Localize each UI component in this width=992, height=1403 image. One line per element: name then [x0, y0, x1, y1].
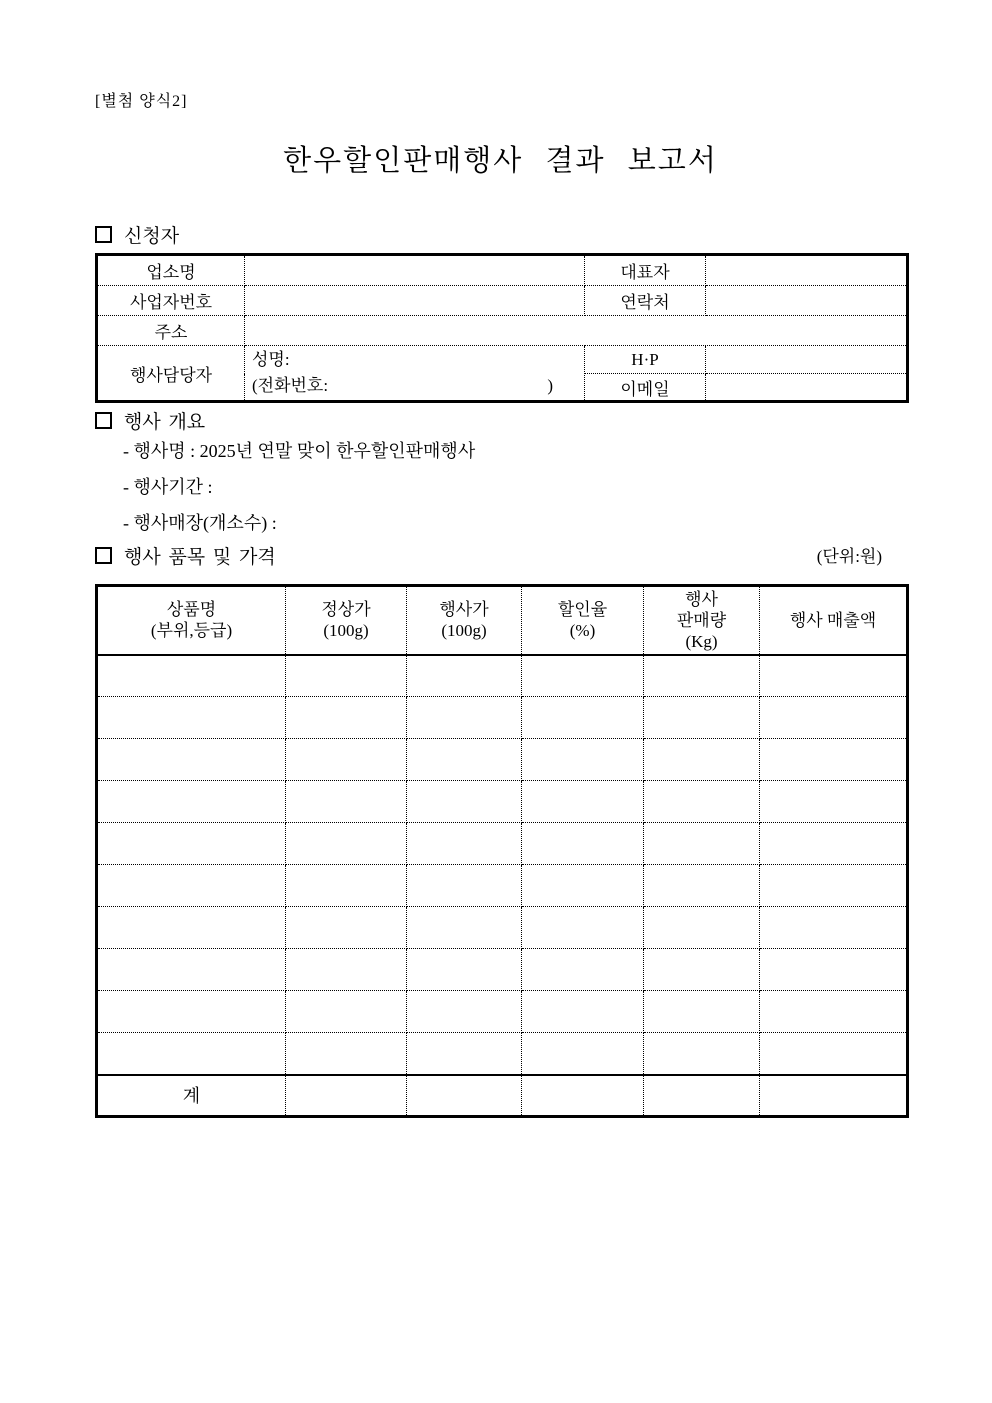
unit-note: (단위:원): [816, 547, 882, 566]
col-header-discount-rate: 할인율 (%): [522, 586, 644, 655]
item-cell[interactable]: [286, 907, 407, 949]
section-heading-overview-label: 행사 개요: [124, 412, 206, 433]
item-cell[interactable]: [522, 655, 644, 697]
applicant-table: [95, 253, 909, 403]
col-header-normal-price: 정상가 (100g): [286, 586, 407, 655]
item-cell[interactable]: [760, 991, 908, 1033]
item-cell[interactable]: [760, 949, 908, 991]
business-name-label: 업소명: [97, 255, 245, 286]
item-cell[interactable]: [97, 865, 286, 907]
item-cell[interactable]: [760, 781, 908, 823]
item-cell[interactable]: [97, 949, 286, 991]
item-cell[interactable]: [286, 865, 407, 907]
item-cell[interactable]: [760, 739, 908, 781]
manager-name-label: 성명:: [252, 350, 290, 369]
item-cell[interactable]: [286, 781, 407, 823]
item-cell[interactable]: [286, 655, 407, 697]
item-row: [97, 781, 908, 823]
section-heading-items-left: [95, 542, 276, 569]
email-field[interactable]: [706, 374, 908, 402]
item-cell[interactable]: [522, 697, 644, 739]
item-cell[interactable]: [644, 823, 760, 865]
total-cell[interactable]: [407, 1075, 522, 1117]
item-cell[interactable]: [760, 697, 908, 739]
item-cell[interactable]: [644, 865, 760, 907]
item-cell[interactable]: [97, 655, 286, 697]
col-header-sales-amount: 행사 매출액: [760, 586, 908, 655]
item-cell[interactable]: [407, 1033, 522, 1075]
section-heading-overview: [95, 407, 205, 434]
document-title: 한우할인판매행사 결과 보고서: [283, 145, 718, 177]
hp-label: H·P: [585, 346, 706, 374]
item-cell[interactable]: [522, 949, 644, 991]
business-name-field[interactable]: [245, 255, 585, 286]
item-cell[interactable]: [522, 823, 644, 865]
col-header-event-price: 행사가 (100g): [407, 586, 522, 655]
item-cell[interactable]: [522, 865, 644, 907]
item-row: [97, 865, 908, 907]
item-cell[interactable]: [644, 1033, 760, 1075]
total-cell[interactable]: [522, 1075, 644, 1117]
overview-item-event-period: - 행사기간 :: [123, 477, 213, 497]
item-cell[interactable]: [407, 697, 522, 739]
item-cell[interactable]: [407, 865, 522, 907]
item-cell[interactable]: [644, 739, 760, 781]
total-row: [97, 1075, 908, 1117]
item-cell[interactable]: [644, 949, 760, 991]
table-row: [97, 346, 908, 374]
overview-item-event-stores: - 행사매장(개소수) :: [123, 513, 277, 533]
table-row: [97, 255, 908, 286]
item-cell[interactable]: [97, 991, 286, 1033]
table-row: [97, 316, 908, 346]
item-cell[interactable]: [522, 781, 644, 823]
section-heading-applicant: [95, 221, 179, 248]
item-cell[interactable]: [286, 949, 407, 991]
item-row: [97, 991, 908, 1033]
item-cell[interactable]: [644, 697, 760, 739]
checkbox-icon: [95, 412, 112, 429]
item-cell[interactable]: [97, 697, 286, 739]
item-cell[interactable]: [97, 907, 286, 949]
item-cell[interactable]: [522, 739, 644, 781]
item-cell[interactable]: [97, 781, 286, 823]
hp-field[interactable]: [706, 346, 908, 374]
item-cell[interactable]: [644, 781, 760, 823]
item-cell[interactable]: [522, 907, 644, 949]
item-cell[interactable]: [286, 991, 407, 1033]
business-number-field[interactable]: [245, 286, 585, 316]
item-cell[interactable]: [407, 655, 522, 697]
item-cell[interactable]: [407, 823, 522, 865]
item-row: [97, 949, 908, 991]
item-cell[interactable]: [760, 823, 908, 865]
email-label: 이메일: [585, 374, 706, 402]
item-cell[interactable]: [97, 823, 286, 865]
total-cell[interactable]: [286, 1075, 407, 1117]
section-heading-applicant-label: 신청자: [124, 226, 180, 247]
total-cell[interactable]: [644, 1075, 760, 1117]
representative-label: 대표자: [585, 255, 706, 286]
item-row: [97, 1033, 908, 1075]
address-label: 주소: [97, 316, 245, 346]
item-cell[interactable]: [760, 655, 908, 697]
business-number-label: 사업자번호: [97, 286, 245, 316]
contact-label: 연락처: [585, 286, 706, 316]
section-heading-items-price: [95, 542, 906, 569]
section-heading-items-label: 행사 품목 및 가격: [124, 547, 276, 568]
overview-item-event-name: - 행사명 : 2025년 연말 맞이 한우할인판매행사: [123, 441, 476, 461]
address-field[interactable]: [245, 316, 908, 346]
item-row: [97, 655, 908, 697]
manager-name-line: [252, 347, 584, 373]
item-row: [97, 823, 908, 865]
item-row: [97, 739, 908, 781]
overview-list: [123, 440, 475, 548]
header-row: [97, 586, 908, 655]
col-header-product-name: 상품명 (부위,등급): [97, 586, 286, 655]
item-cell[interactable]: [760, 1033, 908, 1075]
item-cell[interactable]: [407, 739, 522, 781]
item-cell[interactable]: [760, 865, 908, 907]
manager-name-phone-field[interactable]: [245, 346, 585, 402]
item-cell[interactable]: [644, 907, 760, 949]
event-manager-label: 행사담당자: [97, 346, 245, 402]
item-cell[interactable]: [97, 739, 286, 781]
item-row: [97, 907, 908, 949]
item-cell[interactable]: [522, 1033, 644, 1075]
manager-phone-close-paren: ): [547, 376, 553, 395]
item-cell[interactable]: [97, 1033, 286, 1075]
manager-phone-line: [252, 373, 584, 399]
item-cell[interactable]: [644, 991, 760, 1033]
item-cell[interactable]: [286, 739, 407, 781]
item-cell[interactable]: [407, 949, 522, 991]
items-table-total: [97, 1075, 908, 1117]
total-cell[interactable]: [760, 1075, 908, 1117]
items-table-empty-rows: [97, 655, 908, 1075]
item-cell[interactable]: [407, 781, 522, 823]
items-price-table: [95, 584, 909, 1118]
item-cell[interactable]: [286, 697, 407, 739]
representative-field[interactable]: [706, 255, 908, 286]
col-header-sales-volume: 행사 판매량 (Kg): [644, 586, 760, 655]
item-cell[interactable]: [407, 907, 522, 949]
item-cell[interactable]: [760, 907, 908, 949]
item-cell[interactable]: [407, 991, 522, 1033]
total-label: 계: [97, 1075, 286, 1117]
item-cell[interactable]: [644, 655, 760, 697]
item-cell[interactable]: [286, 1033, 407, 1075]
contact-field[interactable]: [706, 286, 908, 316]
items-table-header: [97, 586, 908, 655]
checkbox-icon: [95, 547, 112, 564]
attachment-form-label: [별첨 양식2]: [95, 93, 188, 110]
item-cell[interactable]: [286, 823, 407, 865]
manager-phone-label: (전화번호:: [252, 376, 329, 395]
item-cell[interactable]: [522, 991, 644, 1033]
checkbox-icon: [95, 226, 112, 243]
table-row: [97, 286, 908, 316]
item-row: [97, 697, 908, 739]
